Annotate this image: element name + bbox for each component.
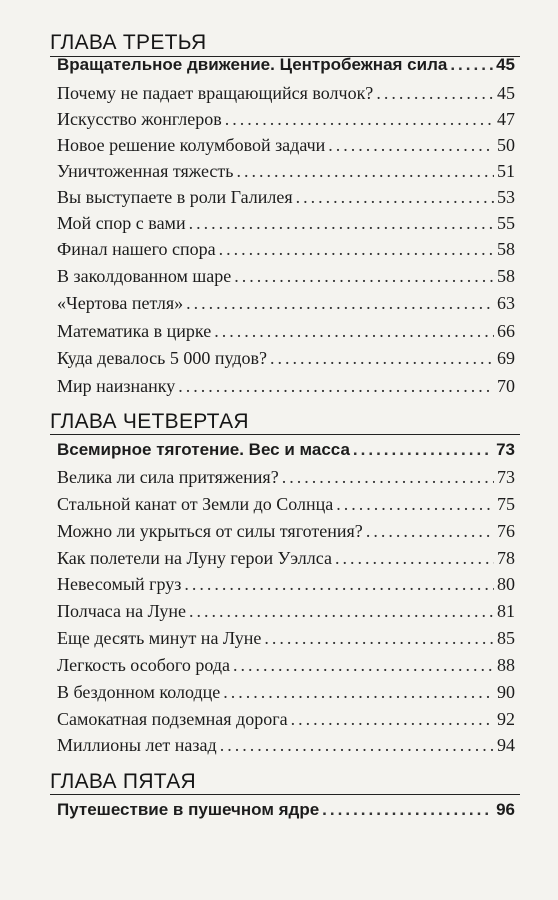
leader-dots (322, 797, 493, 823)
toc-item-title: «Чертова петля» (57, 293, 184, 313)
leader-dots (237, 158, 495, 184)
toc-item-page: 53 (497, 187, 515, 207)
toc-item-page: 50 (497, 135, 515, 155)
leader-dots (264, 625, 494, 651)
toc-item-page: 70 (497, 376, 515, 396)
leader-dots (450, 52, 493, 78)
toc-item-page: 47 (497, 109, 515, 129)
leader-dots (219, 236, 494, 262)
toc-section-page: 73 (496, 440, 515, 459)
toc-item-page: 58 (497, 239, 515, 259)
chapter-5-rule (50, 794, 520, 795)
leader-dots (282, 464, 494, 490)
toc-item-title: Полчаса на Луне (57, 601, 186, 621)
toc-item[interactable] (57, 652, 515, 678)
toc-item[interactable] (57, 158, 515, 184)
leader-dots (225, 106, 494, 132)
toc-item[interactable] (57, 518, 515, 544)
toc-item-page: 92 (497, 709, 515, 729)
toc-section-title: Вращательное движение. Центробежная сила (57, 55, 448, 74)
leader-dots (189, 210, 494, 236)
toc-item[interactable] (57, 491, 515, 517)
toc-section-page: 96 (496, 800, 515, 819)
toc-item-page: 55 (497, 213, 515, 233)
toc-item[interactable] (57, 318, 515, 344)
toc-section-title: Всемирное тяготение. Вес и масса (57, 440, 350, 459)
toc-item-page: 78 (497, 548, 515, 568)
toc-item-page: 85 (497, 628, 515, 648)
toc-item[interactable] (57, 706, 515, 732)
toc-item-page: 69 (497, 348, 515, 368)
leader-dots (214, 318, 494, 344)
toc-item-title: Уничтоженная тяжесть (57, 161, 234, 181)
toc-item-title: Стальной канат от Земли до Солнца (57, 494, 334, 514)
leader-dots (178, 373, 494, 399)
leader-dots (184, 571, 494, 597)
toc-item[interactable] (57, 464, 515, 490)
leader-dots (220, 732, 494, 758)
leader-dots (335, 545, 494, 571)
toc-item-title: Легкость особого рода (57, 655, 230, 675)
toc-item-title: Финал нашего спора (57, 239, 216, 259)
toc-item-page: 51 (497, 161, 515, 181)
toc-section-title: Путешествие в пушечном ядре (57, 800, 320, 819)
toc-item-page: 81 (497, 601, 515, 621)
toc-item[interactable] (57, 132, 515, 158)
toc-item[interactable] (57, 345, 515, 371)
toc-item-page: 73 (497, 467, 515, 487)
toc-item[interactable] (57, 571, 515, 597)
toc-item-title: В бездонном колодце (57, 682, 221, 702)
toc-item[interactable] (57, 290, 515, 316)
leader-dots (366, 518, 494, 544)
toc-item[interactable] (57, 263, 515, 289)
toc-item-page: 66 (497, 321, 515, 341)
leader-dots (234, 263, 494, 289)
toc-item-page: 88 (497, 655, 515, 675)
chapter-4-heading: ГЛАВА ЧЕТВЕРТАЯ (50, 410, 249, 433)
toc-item[interactable] (57, 106, 515, 132)
leader-dots (223, 679, 494, 705)
toc-item-title: Мой спор с вами (57, 213, 186, 233)
toc-item-title: Мир наизнанку (57, 376, 176, 396)
toc-item-title: Как полетели на Луну герои Уэллса (57, 548, 332, 568)
toc-item-page: 90 (497, 682, 515, 702)
toc-item[interactable] (57, 80, 515, 106)
toc-item-page: 58 (497, 266, 515, 286)
toc-item-title: Самокатная подземная дорога (57, 709, 288, 729)
leader-dots (336, 491, 494, 517)
toc-item-title: Новое решение колумбовой задачи (57, 135, 326, 155)
toc-item-title: Миллионы лет назад (57, 735, 217, 755)
toc-item-title: Математика в цирке (57, 321, 212, 341)
leader-dots (353, 437, 493, 463)
leader-dots (233, 652, 494, 678)
toc-section-ch3[interactable] (57, 52, 515, 78)
toc-item-title: Еще десять минут на Луне (57, 628, 262, 648)
toc-item-page: 75 (497, 494, 515, 514)
toc-section-ch4[interactable] (57, 437, 515, 463)
leader-dots (270, 345, 494, 371)
toc-item-page: 76 (497, 521, 515, 541)
toc-item-page: 63 (497, 293, 515, 313)
toc-item-title: В заколдованном шаре (57, 266, 232, 286)
toc-item-page: 94 (497, 735, 515, 755)
toc-section-page: 45 (496, 55, 515, 74)
leader-dots (376, 80, 494, 106)
toc-item[interactable] (57, 598, 515, 624)
toc-item[interactable] (57, 184, 515, 210)
toc-item[interactable] (57, 545, 515, 571)
toc-item-title: Искусство жонглеров (57, 109, 222, 129)
toc-item[interactable] (57, 236, 515, 262)
toc-item-page: 80 (497, 574, 515, 594)
chapter-5-heading: ГЛАВА ПЯТАЯ (50, 770, 196, 793)
toc-item[interactable] (57, 625, 515, 651)
toc-item[interactable] (57, 732, 515, 758)
toc-section-ch5[interactable] (57, 797, 515, 823)
toc-item-title: Велика ли сила притяжения? (57, 467, 279, 487)
toc-item-title: Невесомый груз (57, 574, 182, 594)
leader-dots (189, 598, 494, 624)
chapter-3-heading: ГЛАВА ТРЕТЬЯ (50, 31, 207, 54)
leader-dots (186, 290, 494, 316)
leader-dots (328, 132, 494, 158)
toc-item[interactable] (57, 210, 515, 236)
toc-item-title: Можно ли укрыться от силы тяготения? (57, 521, 363, 541)
toc-item[interactable] (57, 679, 515, 705)
toc-item-title: Вы выступаете в роли Галилея (57, 187, 293, 207)
toc-item-page: 45 (497, 83, 515, 103)
leader-dots (296, 184, 494, 210)
chapter-4-rule (50, 434, 520, 435)
toc-item-title: Почему не падает вращающийся волчок? (57, 83, 374, 103)
toc-item-title: Куда девалось 5 000 пудов? (57, 348, 267, 368)
leader-dots (291, 706, 494, 732)
toc-item[interactable] (57, 373, 515, 399)
